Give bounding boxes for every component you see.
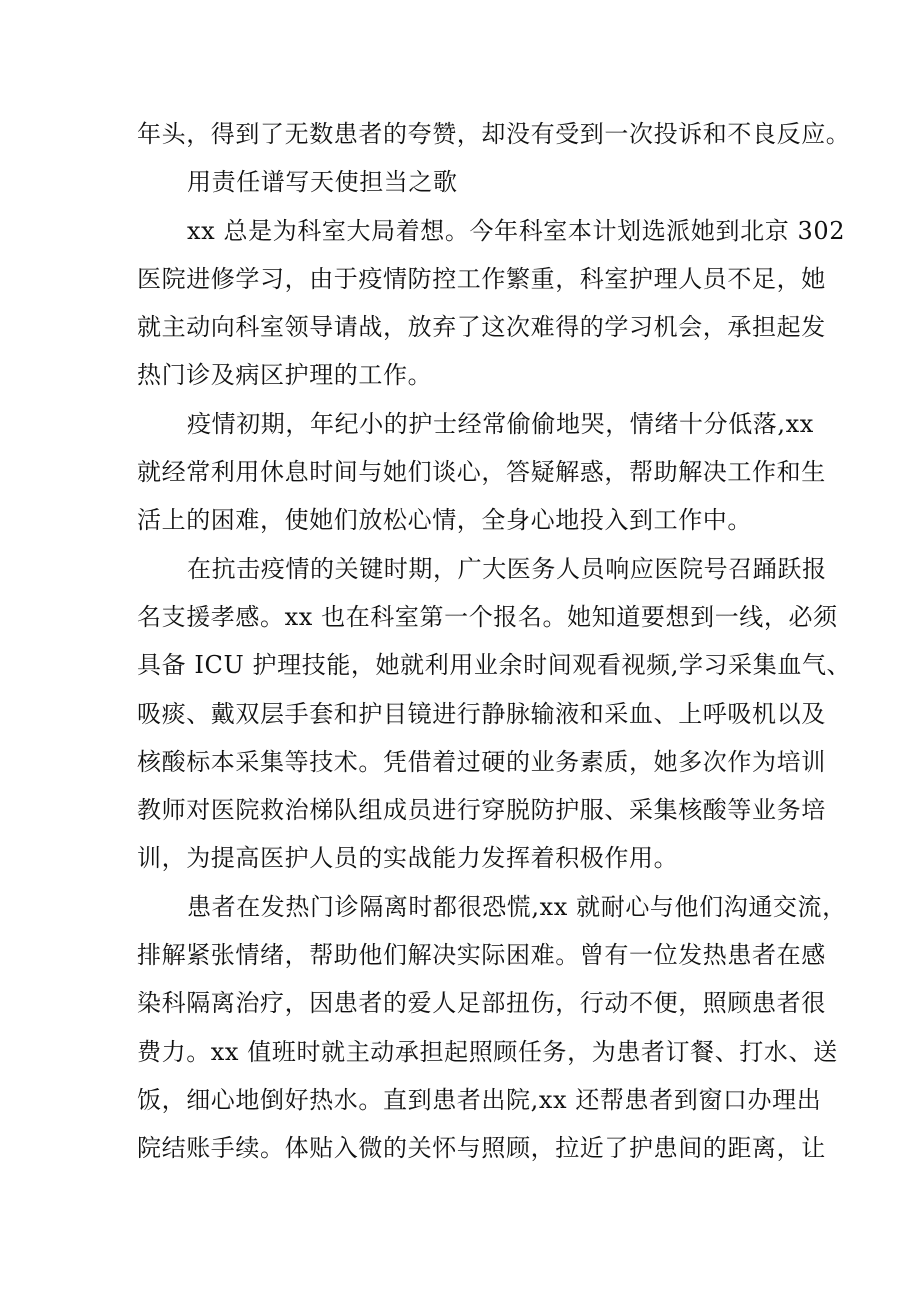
text-line: 染科隔离治疗，因患者的爱人足部扭伤，行动不便，照顾患者很 [137, 989, 826, 1018]
text-line: 年头，得到了无数患者的夸赞，却没有受到一次投诉和不良反应。 [137, 120, 851, 148]
text-line: 费力。xx 值班时就主动承担起照顾任务，为患者订餐、打水、送 [137, 1037, 838, 1066]
text-line: 患者在发热门诊隔离时都很恐慌,xx 就耐心与他们沟通交流， [187, 892, 847, 921]
text-line: 就经常利用休息时间与她们谈心，答疑解惑，帮助解决工作和生 [137, 458, 826, 487]
text-line: 排解紧张情绪，帮助他们解决实际困难。曾有一位发热患者在感 [137, 941, 826, 970]
text-line: 训，为提高医护人员的实战能力发挥着积极作用。 [137, 844, 679, 873]
text-line: 吸痰、戴双层手套和护目镜进行静脉输液和采血、上呼吸机以及 [137, 699, 826, 728]
text-line: 疫情初期，年纪小的护士经常偷偷地哭，情绪十分低落,xx [187, 409, 814, 438]
document-body [137, 110, 852, 1173]
text-line: 院结账手续。体贴入微的关怀与照顾，拉近了护患间的距离，让 [137, 1134, 826, 1163]
text-line: 名支援孝感。xx 也在科室第一个报名。她知道要想到一线，必须 [137, 602, 838, 631]
section-heading: 用责任谱写天使担当之歌 [187, 168, 458, 197]
text-line: 就主动向科室领导请战，放弃了这次难得的学习机会，承担起发 [137, 313, 826, 342]
text-line: 热门诊及病区护理的工作。 [137, 361, 433, 390]
text-line: 医院进修学习，由于疫情防控工作繁重，科室护理人员不足，她 [137, 264, 826, 293]
text-line: 饭，细心地倒好热水。直到患者出院,xx 还帮患者到窗口办理出 [137, 1085, 822, 1114]
text-line: 在抗击疫情的关键时期，广大医务人员响应医院号召踊跃报 [187, 554, 827, 583]
text-line: 活上的困难，使她们放松心情，全身心地投入到工作中。 [137, 506, 752, 535]
text-line: xx 总是为科室大局着想。今年科室本计划选派她到北京 302 [187, 216, 846, 245]
text-line: 具备 ICU 护理技能，她就利用业余时间观看视频,学习采集血气、 [137, 651, 852, 680]
text-line: 教师对医院救治梯队组成员进行穿脱防护服、采集核酸等业务培 [137, 796, 826, 825]
text-line: 核酸标本采集等技术。凭借着过硬的业务素质，她多次作为培训 [137, 747, 826, 776]
